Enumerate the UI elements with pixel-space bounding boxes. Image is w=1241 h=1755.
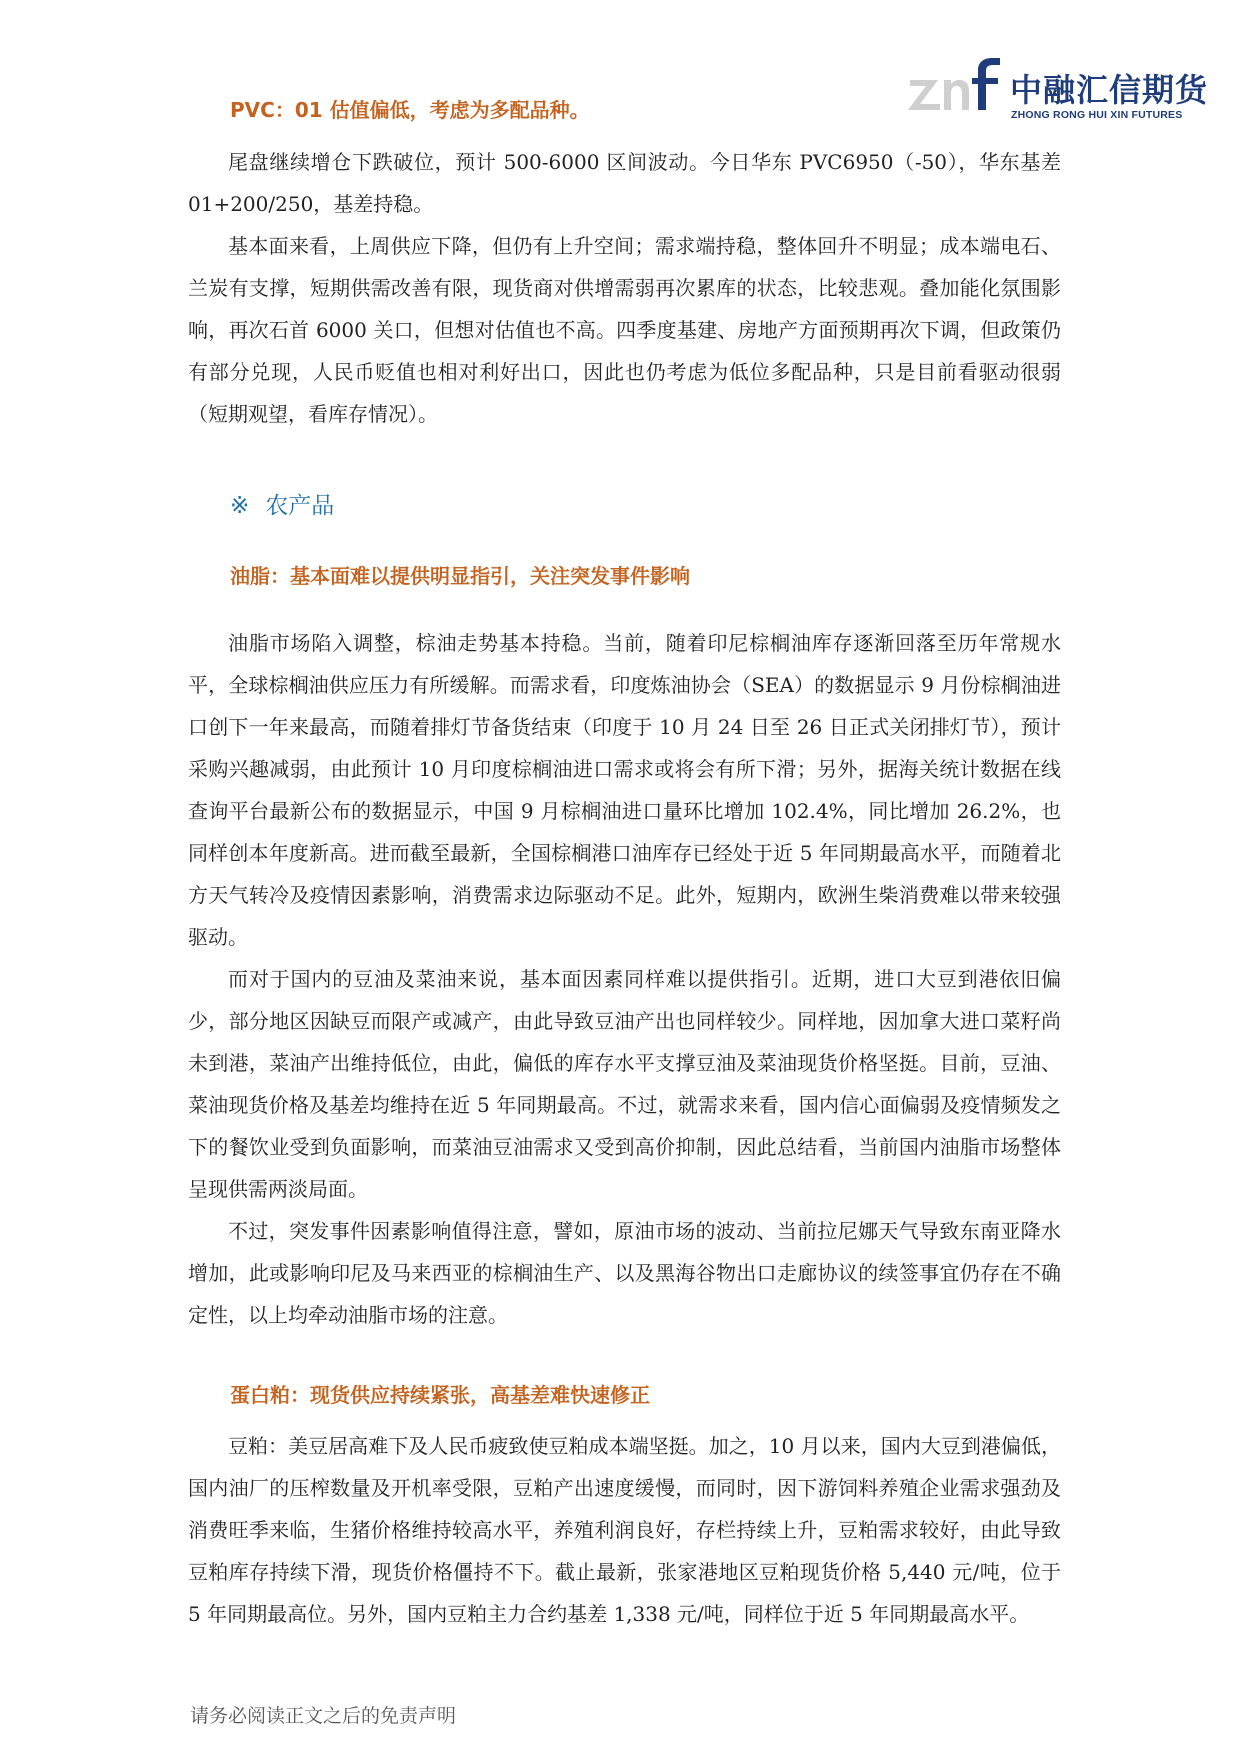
reference-mark-icon: ※ (230, 493, 250, 519)
disclaimer-footer: 请务必阅读正文之后的免责声明 (190, 1705, 457, 1727)
meal-heading: 蛋白粕：现货供应持续紧张，高基差难快速修正 (230, 1383, 650, 1407)
pvc-paragraph-1: 尾盘继续增仓下跌破位，预计 500-6000 区间波动。今日华东 PVC6950（-50），华东基差 01+200/250，基差持稳。 (188, 150, 1061, 216)
logo-name-en: ZHONG RONG HUI XIN FUTURES (1011, 109, 1183, 121)
oils-paragraph-3: 不过，突发事件因素影响值得注意，譬如，原油市场的波动、当前拉尼娜天气导致东南亚降水增加，此或影响印尼及马来西亚的棕榈油生产、以及黑海谷物出口走廊协议的续签事宜仍存在不确定性，以上均牵动油脂市场的注意。 (188, 1219, 1061, 1327)
oils-paragraph-2: 而对于国内的豆油及菜油来说，基本面因素同样难以提供指引。近期，进口大豆到港依旧偏少，部分地区因缺豆而限产或减产，由此导致豆油产出也同样较少。同样地，因加拿大进口菜籽尚未到港，菜油产出维持低位，由此，偏低的库存水平支撑豆油及菜油现货价格坚挺。目前，豆油、菜油现货价格及基差均维持在近 5 年同期最高。不过，就需求来看，国内信心面偏弱及疫情频发之下的餐饮业受到负面影响，而菜油豆油需求又受到高价抑制，因此总结看，当前国内油脂市场整体呈现供需两淡局面。 (188, 967, 1061, 1201)
company-logo (908, 58, 1209, 126)
pvc-paragraph-2: 基本面来看，上周供应下降，但仍有上升空间；需求端持稳，整体回升不明显；成本端电石、兰炭有支撑，短期供需改善有限，现货商对供增需弱再次累库的状态，比较悲观。叠加能化氛围影响，再次石首 6000 关口，但想对估值也不高。四季度基建、房地产方面预期再次下调，但政策仍有部分兑现，人民币贬值也相对利好出口，因此也仍考虑为低位多配品种，只是目前看驱动很弱（短期观望，看库存情况）。 (188, 234, 1061, 426)
oils-body (188, 622, 1061, 1336)
section-title-agri (230, 490, 334, 522)
logo-name-cn: 中融汇信期货 (1010, 71, 1209, 109)
pvc-body (188, 141, 1061, 435)
oils-heading: 油脂：基本面难以提供明显指引，关注突发事件影响 (230, 564, 690, 588)
znf-logo-mark-icon (908, 58, 1008, 126)
section-title-text: 农产品 (265, 493, 335, 519)
meal-paragraph-1: 豆粕：美豆居高难下及人民币疲致使豆粕成本端坚挺。加之，10 月以来，国内大豆到港偏低，国内油厂的压榨数量及开机率受限，豆粕产出速度缓慢，而同时，因下游饲料养殖企业需求强劲及消费旺季来临，生猪价格维持较高水平，养殖利润良好，存栏持续上升，豆粕需求较好，由此导致豆粕库存持续下滑，现货价格僵持不下。截止最新，张家港地区豆粕现货价格 5,440 元/吨，位于 5 年同期最高位。另外，国内豆粕主力合约基差 1,338 元/吨，同样位于近 5 年同期最高水平。 (188, 1434, 1061, 1626)
oils-paragraph-1: 油脂市场陷入调整，棕油走势基本持稳。当前，随着印尼棕榈油库存逐渐回落至历年常规水平，全球棕榈油供应压力有所缓解。而需求看，印度炼油协会（SEA）的数据显示 9 月份棕榈油进口创下一年来最高，而随着排灯节备货结束（印度于 10 月 24 日至 26 日正式关闭排灯节），预计采购兴趣减弱，由此预计 10 月印度棕榈油进口需求或将会有所下滑；另外，据海关统计数据在线查询平台最新公布的数据显示，中国 9 月棕榈油进口量环比增加 102.4%，同比增加 26.2%，也同样创本年度新高。进而截至最新，全国棕榈港口油库存已经处于近 5 年同期最高水平，而随着北方天气转冷及疫情因素影响，消费需求边际驱动不足。此外，短期内，欧洲生柴消费难以带来较强驱动。 (188, 631, 1061, 949)
pvc-heading: PVC：01 估值偏低，考虑为多配品种。 (230, 98, 590, 122)
meal-body (188, 1425, 1061, 1635)
